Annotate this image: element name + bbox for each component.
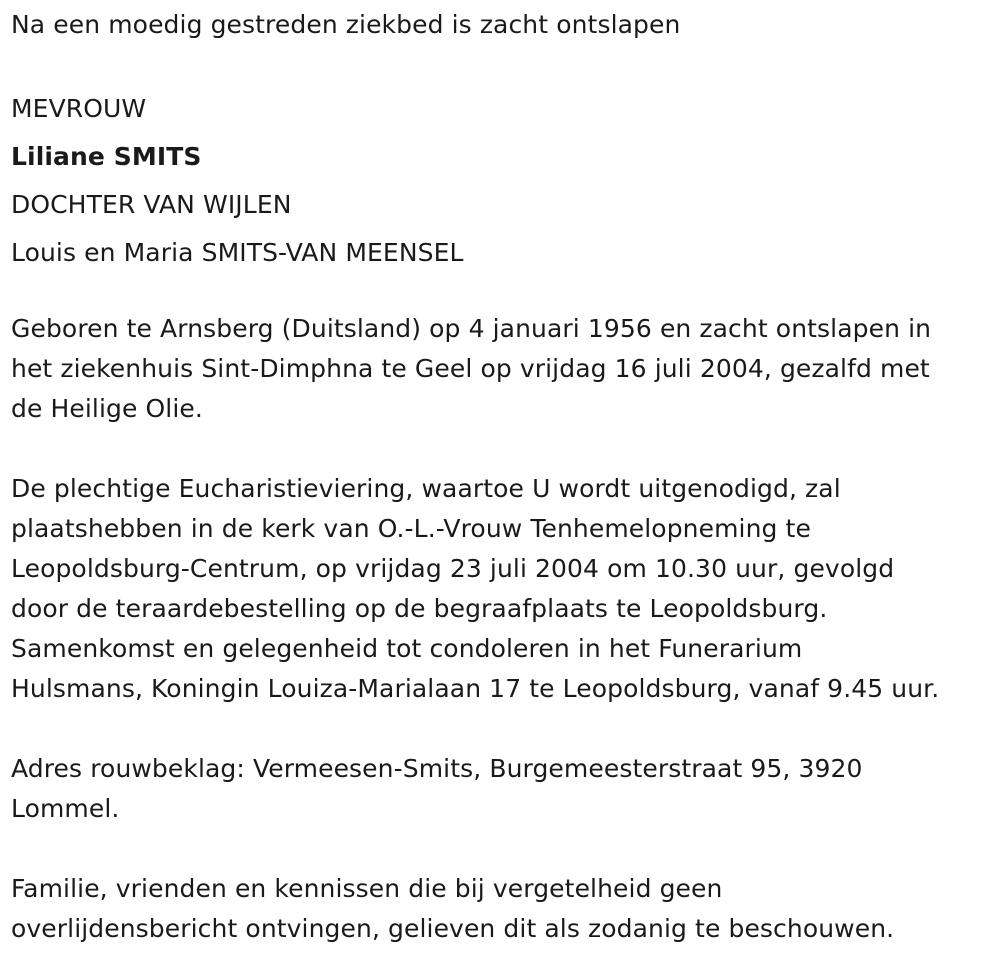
paragraph-line: overlijdensbericht ontvingen, gelieven dit als zodanig te beschouwen.: [11, 914, 895, 943]
title-prefix: MEVROUW: [11, 94, 147, 123]
paragraph-line: door de teraardebestelling op de begraafplaats te Leopoldsburg.: [11, 594, 828, 623]
intro-text: Na een moedig gestreden ziekbed is zacht ontslapen: [11, 10, 681, 39]
ceremony-paragraph: [11, 469, 991, 709]
paragraph-line: het ziekenhuis Sint-Dimphna te Geel op vrijdag 16 juli 2004, gezalfd met: [11, 354, 930, 383]
spacer: [11, 829, 991, 869]
parents-names: Louis en Maria SMITS-VAN MEENSEL: [11, 238, 464, 267]
paragraph-line: de Heilige Olie.: [11, 394, 203, 423]
spacer: [11, 429, 991, 469]
paragraph-line: Samenkomst en gelegenheid tot condoleren in het Funerarium: [11, 634, 803, 663]
relation-label: DOCHTER VAN WIJLEN: [11, 190, 292, 219]
paragraph-line: Hulsmans, Koningin Louiza-Marialaan 17 te Leopoldsburg, vanaf 9.45 uur.: [11, 674, 940, 703]
spacer: [11, 45, 991, 85]
paragraph-line: plaatshebben in de kerk van O.-L.-Vrouw Tenhemelopneming te: [11, 514, 811, 543]
paragraph-line: Geboren te Arnsberg (Duitsland) op 4 januari 1956 en zacht ontslapen in: [11, 314, 932, 343]
paragraph-line: Adres rouwbeklag: Vermeesen-Smits, Burgemeesterstraat 95, 3920: [11, 754, 863, 783]
obituary-document: [11, 5, 991, 949]
paragraph-line: De plechtige Eucharistieviering, waartoe U wordt uitgenodigd, zal: [11, 474, 841, 503]
closing-paragraph: [11, 869, 991, 949]
paragraph-line: Lommel.: [11, 794, 120, 823]
name-block: [11, 85, 991, 277]
spacer: [11, 709, 991, 749]
spacer: [11, 277, 991, 309]
deceased-name: Liliane SMITS: [11, 142, 202, 171]
birth-paragraph: [11, 309, 991, 429]
paragraph-line: Leopoldsburg-Centrum, op vrijdag 23 juli 2004 om 10.30 uur, gevolgd: [11, 554, 895, 583]
address-paragraph: [11, 749, 991, 829]
paragraph-line: Familie, vrienden en kennissen die bij vergetelheid geen: [11, 874, 723, 903]
